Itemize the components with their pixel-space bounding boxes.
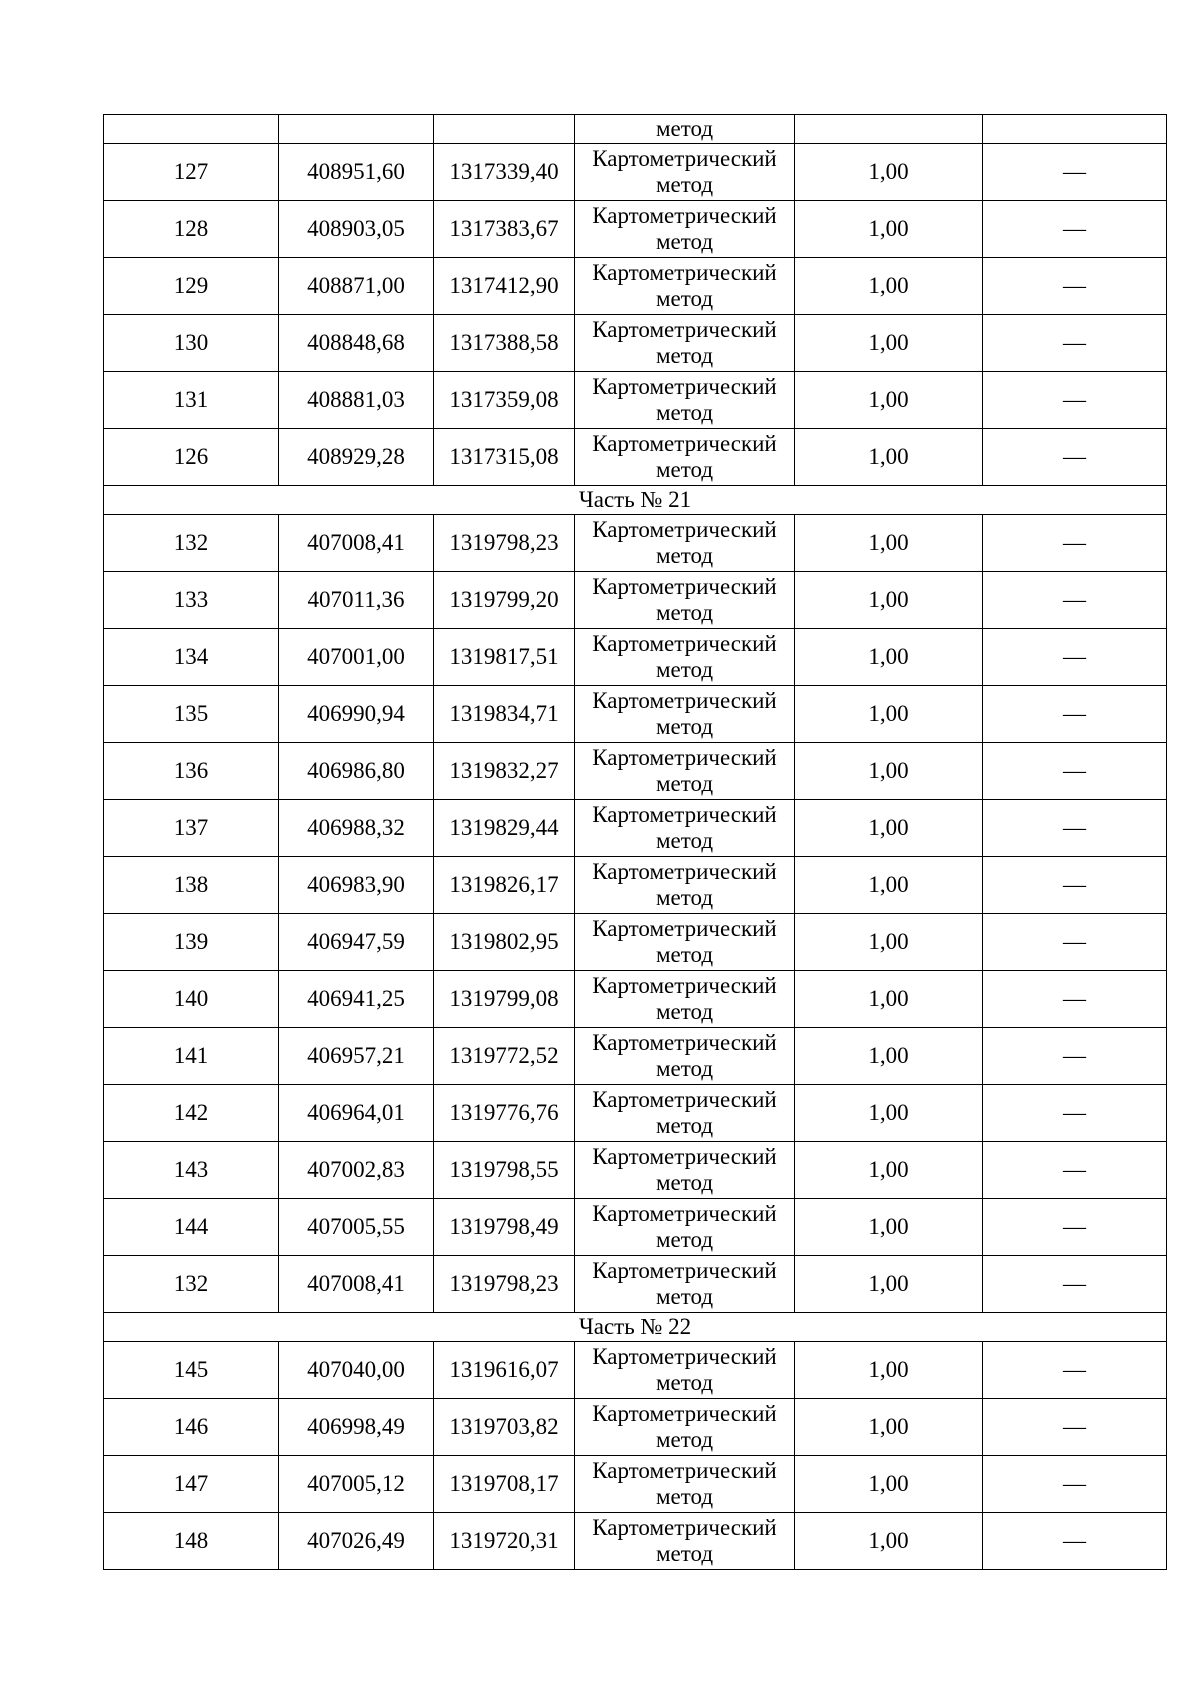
point-number-cell: 130 [104, 315, 279, 372]
table-row [104, 372, 1167, 429]
point-number-cell: 126 [104, 429, 279, 486]
method-line-1: Картометрический [592, 859, 777, 884]
method-line-2: метод [655, 343, 714, 368]
description-cell: — [983, 315, 1167, 372]
x-coordinate-cell: 406988,32 [279, 800, 434, 857]
accuracy-cell: 1,00 [795, 1342, 983, 1399]
method-line-1: Картометрический [592, 517, 777, 542]
method-cell [575, 1456, 795, 1513]
method-line-1: Картометрический [592, 203, 777, 228]
point-number-cell: 142 [104, 1085, 279, 1142]
x-coordinate-cell: 407008,41 [279, 515, 434, 572]
table-body [104, 115, 1167, 1570]
method-cell [575, 1199, 795, 1256]
description-cell: — [983, 1513, 1167, 1570]
description-cell: — [983, 1399, 1167, 1456]
point-number-cell: 127 [104, 144, 279, 201]
accuracy-cell: 1,00 [795, 1028, 983, 1085]
accuracy-cell: 1,00 [795, 1456, 983, 1513]
table-row [104, 1513, 1167, 1570]
method-cell [575, 1399, 795, 1456]
accuracy-cell: 1,00 [795, 372, 983, 429]
y-coordinate-cell: 1319798,23 [434, 515, 575, 572]
accuracy-cell: 1,00 [795, 1199, 983, 1256]
method-cell [575, 429, 795, 486]
description-cell: — [983, 971, 1167, 1028]
point-number-cell: 129 [104, 258, 279, 315]
method-line-1: Картометрический [592, 916, 777, 941]
method-line-1: Картометрический [592, 1030, 777, 1055]
method-line-1: Картометрический [592, 1458, 777, 1483]
method-line-2: метод [655, 1170, 714, 1195]
method-line-1: Картометрический [592, 431, 777, 456]
point-number-cell: 133 [104, 572, 279, 629]
y-coordinate-cell: 1319798,55 [434, 1142, 575, 1199]
accuracy-cell: 1,00 [795, 201, 983, 258]
table-row [104, 857, 1167, 914]
table-row [104, 429, 1167, 486]
description-cell: — [983, 372, 1167, 429]
description-cell: — [983, 1142, 1167, 1199]
continuation-row [104, 115, 1167, 144]
method-cell [575, 1513, 795, 1570]
method-line-1: Картометрический [592, 1201, 777, 1226]
method-line-1: Картометрический [592, 574, 777, 599]
description-cell [983, 115, 1167, 144]
method-cell [575, 572, 795, 629]
point-number-cell: 128 [104, 201, 279, 258]
method-line-1: Картометрический [592, 374, 777, 399]
accuracy-cell: 1,00 [795, 515, 983, 572]
point-number-cell: 139 [104, 914, 279, 971]
accuracy-cell: 1,00 [795, 258, 983, 315]
method-line-2: метод [655, 1113, 714, 1138]
section-title: Часть № 22 [104, 1313, 1167, 1342]
table-row [104, 914, 1167, 971]
description-cell: — [983, 914, 1167, 971]
description-cell: — [983, 857, 1167, 914]
description-cell: — [983, 800, 1167, 857]
y-coordinate-cell: 1319799,20 [434, 572, 575, 629]
x-coordinate-cell: 406964,01 [279, 1085, 434, 1142]
section-header-row [104, 486, 1167, 515]
method-line-2: метод [655, 457, 714, 482]
accuracy-cell: 1,00 [795, 429, 983, 486]
method-line-2: метод [655, 1370, 714, 1395]
point-number-cell: 137 [104, 800, 279, 857]
description-cell: — [983, 1342, 1167, 1399]
method-line-2: метод [655, 1541, 714, 1566]
method-cell [575, 1342, 795, 1399]
x-coordinate-cell: 406990,94 [279, 686, 434, 743]
y-coordinate-cell: 1317388,58 [434, 315, 575, 372]
point-number-cell [104, 115, 279, 144]
description-cell: — [983, 201, 1167, 258]
table-row [104, 258, 1167, 315]
y-coordinate-cell [434, 115, 575, 144]
method-line-1: Картометрический [592, 688, 777, 713]
method-line-2: метод [655, 1484, 714, 1509]
method-line-1: Картометрический [592, 260, 777, 285]
method-line-2: метод [655, 172, 714, 197]
section-header-row [104, 1313, 1167, 1342]
x-coordinate-cell: 408903,05 [279, 201, 434, 258]
table-row [104, 1256, 1167, 1313]
method-line-2: метод [655, 657, 714, 682]
x-coordinate-cell: 408951,60 [279, 144, 434, 201]
accuracy-cell: 1,00 [795, 1513, 983, 1570]
y-coordinate-cell: 1317315,08 [434, 429, 575, 486]
method-cell [575, 971, 795, 1028]
description-cell: — [983, 429, 1167, 486]
x-coordinate-cell: 406957,21 [279, 1028, 434, 1085]
y-coordinate-cell: 1317339,40 [434, 144, 575, 201]
x-coordinate-cell: 407011,36 [279, 572, 434, 629]
point-number-cell: 146 [104, 1399, 279, 1456]
method-line-2: метод [655, 1227, 714, 1252]
y-coordinate-cell: 1317412,90 [434, 258, 575, 315]
point-number-cell: 141 [104, 1028, 279, 1085]
method-line-2: метод [655, 771, 714, 796]
x-coordinate-cell [279, 115, 434, 144]
accuracy-cell: 1,00 [795, 914, 983, 971]
accuracy-cell: 1,00 [795, 1256, 983, 1313]
description-cell: — [983, 515, 1167, 572]
description-cell: — [983, 629, 1167, 686]
method-line-2: метод [655, 999, 714, 1024]
method-cell [575, 115, 795, 144]
table-row [104, 201, 1167, 258]
method-line-2: метод [655, 1284, 714, 1309]
description-cell: — [983, 1199, 1167, 1256]
point-number-cell: 131 [104, 372, 279, 429]
x-coordinate-cell: 406947,59 [279, 914, 434, 971]
x-coordinate-cell: 407008,41 [279, 1256, 434, 1313]
method-line-1: Картометрический [592, 631, 777, 656]
method-line-1: Картометрический [592, 802, 777, 827]
accuracy-cell: 1,00 [795, 1399, 983, 1456]
y-coordinate-cell: 1319720,31 [434, 1513, 575, 1570]
point-number-cell: 145 [104, 1342, 279, 1399]
method-cell [575, 743, 795, 800]
table-row [104, 743, 1167, 800]
method-line-2: метод [655, 543, 714, 568]
accuracy-cell: 1,00 [795, 971, 983, 1028]
y-coordinate-cell: 1319798,23 [434, 1256, 575, 1313]
point-number-cell: 136 [104, 743, 279, 800]
point-number-cell: 134 [104, 629, 279, 686]
table-row [104, 144, 1167, 201]
method-cell [575, 372, 795, 429]
x-coordinate-cell: 407005,12 [279, 1456, 434, 1513]
x-coordinate-cell: 406998,49 [279, 1399, 434, 1456]
table-row [104, 572, 1167, 629]
y-coordinate-cell: 1319798,49 [434, 1199, 575, 1256]
table-row [104, 1342, 1167, 1399]
method-cell [575, 1028, 795, 1085]
method-line-1: Картометрический [592, 146, 777, 171]
y-coordinate-cell: 1317359,08 [434, 372, 575, 429]
point-number-cell: 144 [104, 1199, 279, 1256]
x-coordinate-cell: 408881,03 [279, 372, 434, 429]
table-row [104, 315, 1167, 372]
table-row [104, 515, 1167, 572]
method-line-1: Картометрический [592, 1087, 777, 1112]
method-line-2: метод [655, 1427, 714, 1452]
method-cell [575, 629, 795, 686]
method-cell [575, 800, 795, 857]
y-coordinate-cell: 1319799,08 [434, 971, 575, 1028]
method-cell [575, 144, 795, 201]
y-coordinate-cell: 1319776,76 [434, 1085, 575, 1142]
x-coordinate-cell: 406941,25 [279, 971, 434, 1028]
x-coordinate-cell: 408871,00 [279, 258, 434, 315]
x-coordinate-cell: 408848,68 [279, 315, 434, 372]
method-cell [575, 258, 795, 315]
point-number-cell: 132 [104, 515, 279, 572]
accuracy-cell: 1,00 [795, 800, 983, 857]
description-cell: — [983, 572, 1167, 629]
accuracy-cell: 1,00 [795, 144, 983, 201]
method-line-2: метод [655, 229, 714, 254]
description-cell: — [983, 258, 1167, 315]
method-line-2: метод [655, 885, 714, 910]
accuracy-cell: 1,00 [795, 629, 983, 686]
point-number-cell: 148 [104, 1513, 279, 1570]
table-row [104, 1028, 1167, 1085]
method-line-1: Картометрический [592, 317, 777, 342]
table-row [104, 1456, 1167, 1513]
method-line-2: метод [655, 1056, 714, 1081]
x-coordinate-cell: 407002,83 [279, 1142, 434, 1199]
accuracy-cell: 1,00 [795, 743, 983, 800]
method-cell [575, 914, 795, 971]
method-line-2: метод [655, 828, 714, 853]
table-row [104, 1142, 1167, 1199]
method-cell [575, 1256, 795, 1313]
description-cell: — [983, 1256, 1167, 1313]
y-coordinate-cell: 1319817,51 [434, 629, 575, 686]
x-coordinate-cell: 406983,90 [279, 857, 434, 914]
accuracy-cell: 1,00 [795, 686, 983, 743]
x-coordinate-cell: 407026,49 [279, 1513, 434, 1570]
point-number-cell: 132 [104, 1256, 279, 1313]
table-row [104, 1199, 1167, 1256]
method-cell [575, 1085, 795, 1142]
accuracy-cell: 1,00 [795, 857, 983, 914]
table-row [104, 1085, 1167, 1142]
description-cell: — [983, 686, 1167, 743]
method-cell [575, 315, 795, 372]
y-coordinate-cell: 1319826,17 [434, 857, 575, 914]
x-coordinate-cell: 408929,28 [279, 429, 434, 486]
method-line-2: метод [655, 286, 714, 311]
description-cell: — [983, 1456, 1167, 1513]
point-number-cell: 138 [104, 857, 279, 914]
point-number-cell: 135 [104, 686, 279, 743]
y-coordinate-cell: 1319834,71 [434, 686, 575, 743]
method-tail-text: метод [655, 116, 714, 141]
accuracy-cell: 1,00 [795, 572, 983, 629]
method-line-2: метод [655, 400, 714, 425]
description-cell: — [983, 144, 1167, 201]
point-number-cell: 147 [104, 1456, 279, 1513]
point-number-cell: 143 [104, 1142, 279, 1199]
point-number-cell: 140 [104, 971, 279, 1028]
method-line-1: Картометрический [592, 973, 777, 998]
method-line-1: Картометрический [592, 1258, 777, 1283]
accuracy-cell: 1,00 [795, 1142, 983, 1199]
coordinates-table [103, 114, 1167, 1570]
method-line-1: Картометрический [592, 1515, 777, 1540]
method-line-1: Картометрический [592, 1344, 777, 1369]
y-coordinate-cell: 1319616,07 [434, 1342, 575, 1399]
x-coordinate-cell: 407001,00 [279, 629, 434, 686]
x-coordinate-cell: 407005,55 [279, 1199, 434, 1256]
method-cell [575, 515, 795, 572]
method-line-2: метод [655, 600, 714, 625]
y-coordinate-cell: 1317383,67 [434, 201, 575, 258]
y-coordinate-cell: 1319708,17 [434, 1456, 575, 1513]
method-line-1: Картометрический [592, 745, 777, 770]
method-line-1: Картометрический [592, 1401, 777, 1426]
accuracy-cell: 1,00 [795, 315, 983, 372]
table-row [104, 971, 1167, 1028]
table-row [104, 629, 1167, 686]
method-line-2: метод [655, 942, 714, 967]
table-row [104, 800, 1167, 857]
method-cell [575, 201, 795, 258]
description-cell: — [983, 1028, 1167, 1085]
y-coordinate-cell: 1319832,27 [434, 743, 575, 800]
method-cell [575, 686, 795, 743]
table-row [104, 686, 1167, 743]
y-coordinate-cell: 1319802,95 [434, 914, 575, 971]
method-cell [575, 857, 795, 914]
description-cell: — [983, 743, 1167, 800]
y-coordinate-cell: 1319772,52 [434, 1028, 575, 1085]
method-line-2: метод [655, 714, 714, 739]
x-coordinate-cell: 407040,00 [279, 1342, 434, 1399]
table-row [104, 1399, 1167, 1456]
accuracy-cell [795, 115, 983, 144]
accuracy-cell: 1,00 [795, 1085, 983, 1142]
method-line-1: Картометрический [592, 1144, 777, 1169]
y-coordinate-cell: 1319703,82 [434, 1399, 575, 1456]
section-title: Часть № 21 [104, 486, 1167, 515]
y-coordinate-cell: 1319829,44 [434, 800, 575, 857]
description-cell: — [983, 1085, 1167, 1142]
x-coordinate-cell: 406986,80 [279, 743, 434, 800]
method-cell [575, 1142, 795, 1199]
